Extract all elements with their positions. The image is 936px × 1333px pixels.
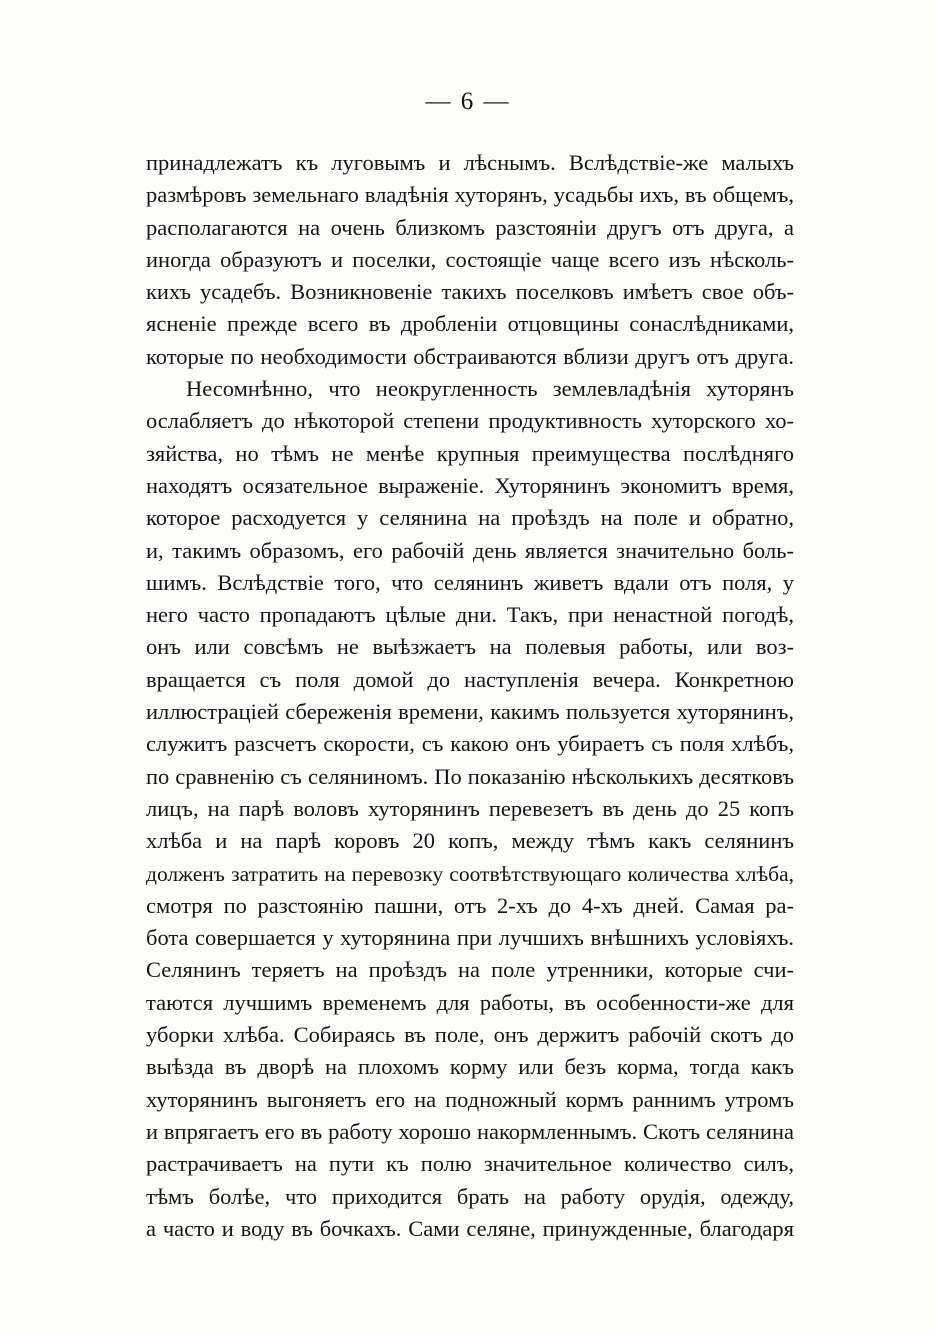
text-line: принадлежатъ къ луговымъ и лѣснымъ. Вслѣдствіе-же малыхъ — [146, 150, 794, 175]
text-line: него часто пропадаютъ цѣлые дни. Такъ, при ненастной погодѣ, — [146, 602, 794, 628]
text-line: хуторянинъ выгоняетъ его на подножный кормъ раннимъ утромъ — [146, 1086, 794, 1112]
text-line: бота совершается у хуторянина при лучшихъ внѣшнихъ условіяхъ. — [146, 925, 794, 951]
text-line: а часто и воду въ бочкахъ. Сами селяне, принужденные, благодаря — [146, 1215, 794, 1241]
text-line: которое расходуется у селянина на проѣздъ на поле и обратно, — [146, 505, 794, 531]
text-line: находятъ осязательное выраженіе. Хуторянинъ экономитъ время, — [146, 472, 794, 498]
text-line: и впрягаетъ его въ работу хорошо накормленнымъ. Скотъ селянина — [146, 1118, 794, 1144]
text-line: тѣмъ болѣе, что приходится брать на работу орудія, одежду, — [146, 1183, 794, 1209]
text-line: шимъ. Вслѣдствіе того, что селянинъ живетъ вдали отъ поля, у — [146, 569, 794, 595]
text-line: смотря по разстоянію пашни, отъ 2-хъ до 4-хъ дней. Самая ра- — [146, 892, 794, 918]
text-line: онъ или совсѣмъ не выѣзжаетъ на полевыя работы, или воз- — [146, 634, 794, 660]
text-line: которые по необходимости обстраиваются вблизи другъ отъ друга. — [146, 343, 794, 369]
text-line: Селянинъ теряетъ на проѣздъ на поле утренники, которые счи- — [146, 957, 794, 983]
body-text — [146, 147, 794, 1245]
text-line: растрачиваетъ на пути къ полю значительное количество силъ, — [146, 1151, 794, 1177]
text-line: ослабляетъ до нѣкоторой степени продуктивность хуторского хо- — [146, 408, 794, 434]
text-line: выѣзда въ дворѣ на плохомъ корму или безъ корма, тогда какъ — [146, 1054, 794, 1080]
text-line: по сравненію съ селяниномъ. По показанію нѣсколькихъ десятковъ — [146, 763, 794, 789]
page-number: — 6 — — [425, 88, 511, 115]
text-line: и, такимъ образомъ, его рабочій день является значительно боль- — [146, 537, 794, 563]
text-line: долженъ затратить на перевозку соотвѣтствующаго количества хлѣба, — [146, 861, 794, 886]
text-line: уборки хлѣба. Собираясь въ поле, онъ держитъ рабочій скотъ до — [146, 1022, 794, 1048]
text-line: кихъ усадебъ. Возникновеніе такихъ поселковъ имѣетъ свое объ- — [146, 279, 794, 305]
text-line: вращается съ поля домой до наступленія вечера. Конкретною — [146, 666, 794, 692]
text-line: лицъ, на парѣ воловъ хуторянинъ перевезетъ въ день до 25 копъ — [146, 795, 794, 821]
text-line: иногда образуютъ и поселки, состоящіе чаще всего изъ нѣсколь- — [146, 246, 794, 272]
text-line: ясненіе прежде всего въ дробленіи отцовщины сонаслѣдниками, — [146, 311, 794, 337]
text-line: служитъ разсчетъ скорости, съ какою онъ убираетъ съ поля хлѣбъ, — [146, 731, 794, 757]
text-line: таются лучшимъ временемъ для работы, въ особенности-же для — [146, 989, 794, 1015]
text-line: Несомнѣнно, что неокругленность землевладѣнія хуторянъ — [186, 376, 794, 402]
text-line: хлѣба и на парѣ коровъ 20 копъ, между тѣмъ какъ селянинъ — [146, 828, 794, 854]
text-line: зяйства, но тѣмъ не менѣе крупныя преимущества послѣдняго — [146, 440, 794, 466]
text-line: иллюстраціей сбереженія времени, какимъ пользуется хуторянинъ, — [146, 699, 794, 725]
text-line: размѣровъ земельнаго владѣнія хуторянъ, усадьбы ихъ, въ общемъ, — [146, 182, 794, 208]
text-line: располагаются на очень близкомъ разстояніи другъ отъ друга, а — [146, 214, 794, 240]
